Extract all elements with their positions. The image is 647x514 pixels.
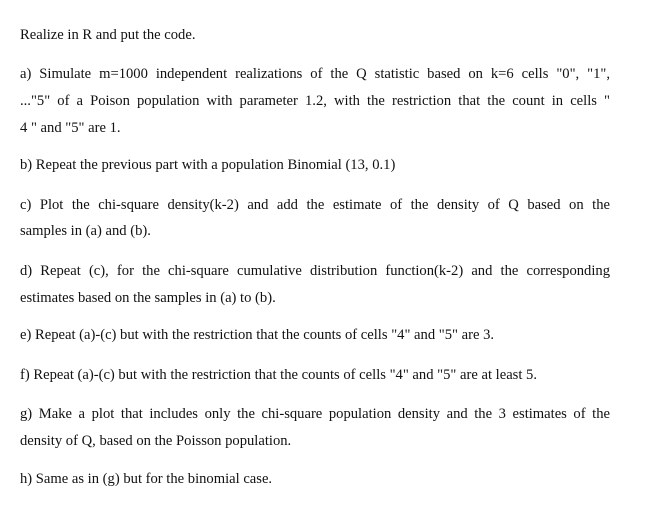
item-f-line-1: f) Repeat (a)-(c) but with the restriction that the counts of cells "4" and "5" are at least 5. xyxy=(20,367,537,383)
item-d-line-2: estimates based on the samples in (a) to (b). xyxy=(20,290,276,306)
item-c-line-1: c) Plot the chi-square density(k-2) and add the estimate of the density of Q based on the xyxy=(20,197,610,213)
item-b-line-1: b) Repeat the previous part with a population Binomial (13, 0.1) xyxy=(20,157,396,173)
item-a-line-2: ..."5" of a Poison population with parameter 1.2, with the restriction that the count in cells " xyxy=(20,93,610,109)
item-h-line-1: h) Same as in (g) but for the binomial case. xyxy=(20,471,273,487)
item-e-line-1: e) Repeat (a)-(c) but with the restriction that the counts of cells "4" and "5" are 3. xyxy=(20,327,495,343)
item-c-line-2: samples in (a) and (b). xyxy=(20,223,151,239)
item-g-line-1: g) Make a plot that includes only the chi-square population density and the 3 estimates of the xyxy=(20,406,610,422)
item-g-line-2: density of Q, based on the Poisson population. xyxy=(20,433,292,449)
item-a-line-3: 4 " and "5" are 1. xyxy=(20,120,121,136)
intro-instruction: Realize in R and put the code. xyxy=(20,27,196,43)
item-d-line-1: d) Repeat (c), for the chi-square cumulative distribution function(k-2) and the corresponding xyxy=(20,263,610,279)
item-a-line-1: a) Simulate m=1000 independent realizations of the Q statistic based on k=6 cells "0", "1", xyxy=(20,66,610,82)
